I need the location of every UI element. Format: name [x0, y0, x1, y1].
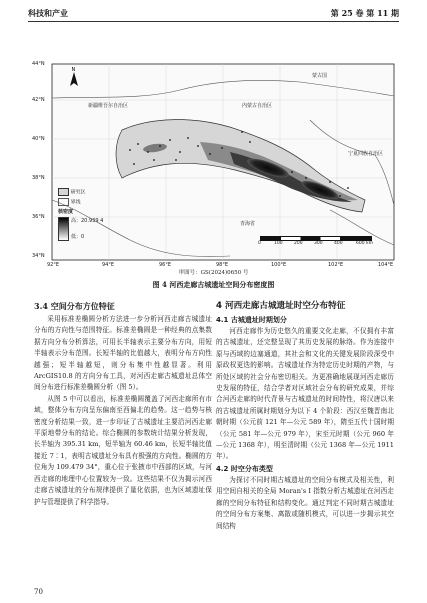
legend-kernel-title: 核密度: [58, 209, 74, 215]
region-label-inner-mongolia: 内蒙古自治区: [242, 103, 273, 109]
boundary-swatch: [58, 198, 69, 206]
section-heading-4: 4 河西走廊古城遗址时空分布特征: [216, 301, 346, 311]
region-label-ningxia: 宁夏回族自治区: [348, 151, 384, 157]
legend-high: 高：20.939 4: [71, 218, 104, 224]
region-label-mongolia: 蒙古国: [312, 73, 328, 79]
body-paragraph: 从图 5 中可以看出，标准差椭圆覆盖了河西走廊所有市域，整体分布方向呈东偏南至西偏北的趋势。这一趋势与核密度分析结果一致，进一步印证了古城遗址主要沿河西走廊平原地带分布的结论。综合椭圆的参数统计结果分析发现，长半轴为 395.31 km，短半轴为 60.46 km，长短半轴比值接近 7∶1，表明古城遗址分布具有极强的方向性。椭圆的方位角为 109.479 34°，重心位于张掖市中西部的区域，与河西走廊的地理中心位置较为一致。这些结果不仅为揭示河西走廊古城遗址的分布规律提供了量化依据，也为区域遗址保护与管理提供了科学指导。: [34, 394, 212, 506]
body-paragraph: 为探讨不同时期古城遗址的空间分布模式及相关性，利用空间自相关的全局 Moran's I 指数分析古城遗址在河西走廊的空间分布特征和结构变化。通过判定不同时期古城遗址的空间分布方案集、离散或随机模式，可以进一步揭示其空间结构: [216, 475, 394, 530]
legend-study-area: [58, 188, 86, 196]
scale-label: 400: [334, 241, 343, 246]
scale-label: 300: [314, 241, 323, 246]
region-label-qinghai: 青海省: [240, 221, 256, 227]
scale-bar: [256, 236, 380, 256]
right-column: [216, 300, 394, 532]
scale-label: 200: [294, 241, 303, 246]
legend-low: 低：0: [71, 234, 85, 240]
lon-tick: 100°E: [271, 262, 287, 268]
lon-tick: 94°E: [102, 262, 115, 268]
lon-tick: 96°E: [159, 262, 172, 268]
body-paragraph: 采用标准差椭圆分析方法进一步分析河西走廊古城遗址分布的方向性与范围特征。标准差椭圆是一种经典的点集数据方向分布分析算法，可用长半轴表示主要分布方向，用短半轴表示分布范围。长短半轴的比值越大，表明分布方向性越强；短半轴越短，则分布集中性越显著。利用 ArcGIS10.8 的方向分布工具，对河西走廊古城遗址总体空间分布进行标准差椭圆分析（图 5）。: [34, 315, 212, 392]
density-ramp: [58, 217, 69, 241]
lon-tick: 98°E: [216, 262, 229, 268]
scale-label: 100: [274, 241, 283, 246]
legend-boundary: [58, 198, 81, 206]
left-column: [34, 300, 212, 508]
running-header: [28, 6, 399, 20]
subsection-heading-4-2: 4.2 时空分布类型: [216, 464, 273, 473]
lon-tick: 92°E: [47, 262, 60, 268]
study-area-swatch: [58, 188, 69, 196]
body-paragraph: 河西走廊作为历史悠久的重要文化走廊，不仅拥有丰富的古城遗址，还完整呈现了其历史发展的脉络。作为连接中原与西域的边塞通道，其社会和文化的关键发展阶段深受中原政权更迭的影响。古城遗址作为特定历史时期的产物，与所处区域的社会分布密切相关。为更准确地展现河西走廊历史发展的特征，结合学者对区域社会分布的研究成果，并综合河西走廊的时代背景与古城遗址的时间特性，将汉唐以来的古城遗址所属时期划分为以下 4 个阶段：西汉至魏晋南北朝时期（公元前 121 年—公元 589 年），隋至五代十国时期（公元 581 年—公元 979 年），宋至元时期（公元 960 年—公元 1368 年），明至清时期（公元 1368 年—公元 1911 年）。: [216, 327, 394, 461]
region-label-xinjiang: 新疆维吾尔自治区: [88, 103, 129, 109]
lon-tick: 102°E: [328, 262, 344, 268]
kernel-density-map: [30, 60, 398, 273]
lat-tick: 38°N: [32, 175, 45, 181]
map-approval-number: 审图号：GS(2024)0650 号: [178, 270, 249, 276]
subsection-heading-4-1: 4.1 古城遗址时期划分: [216, 316, 287, 324]
journal-name: 科技和产业: [28, 8, 68, 18]
lat-tick: 34°N: [32, 253, 45, 259]
lat-tick: 44°N: [32, 61, 45, 67]
lat-tick: 36°N: [32, 214, 45, 220]
page-number: 70: [34, 588, 43, 596]
figure-caption: 图 4 河西走廊古城遗址空间分布密度图: [152, 280, 275, 289]
scale-label: 600 km: [356, 241, 374, 246]
scale-label: 0: [258, 241, 261, 246]
lon-tick: 104°E: [378, 262, 394, 268]
legend-kernel-ramp: [58, 217, 69, 243]
section-heading-3-4: 3.4 空间分布方位特征: [34, 301, 115, 311]
legend-boundary-label: 界线: [70, 199, 81, 206]
header-rule: [28, 21, 399, 22]
lat-tick: 40°N: [32, 136, 45, 142]
issue-info: 第 25 卷 第 11 期: [330, 8, 399, 18]
svg-text:N: N: [71, 67, 76, 73]
legend-study-area-label: 研究区: [70, 189, 86, 196]
lat-tick: 42°N: [32, 97, 45, 103]
